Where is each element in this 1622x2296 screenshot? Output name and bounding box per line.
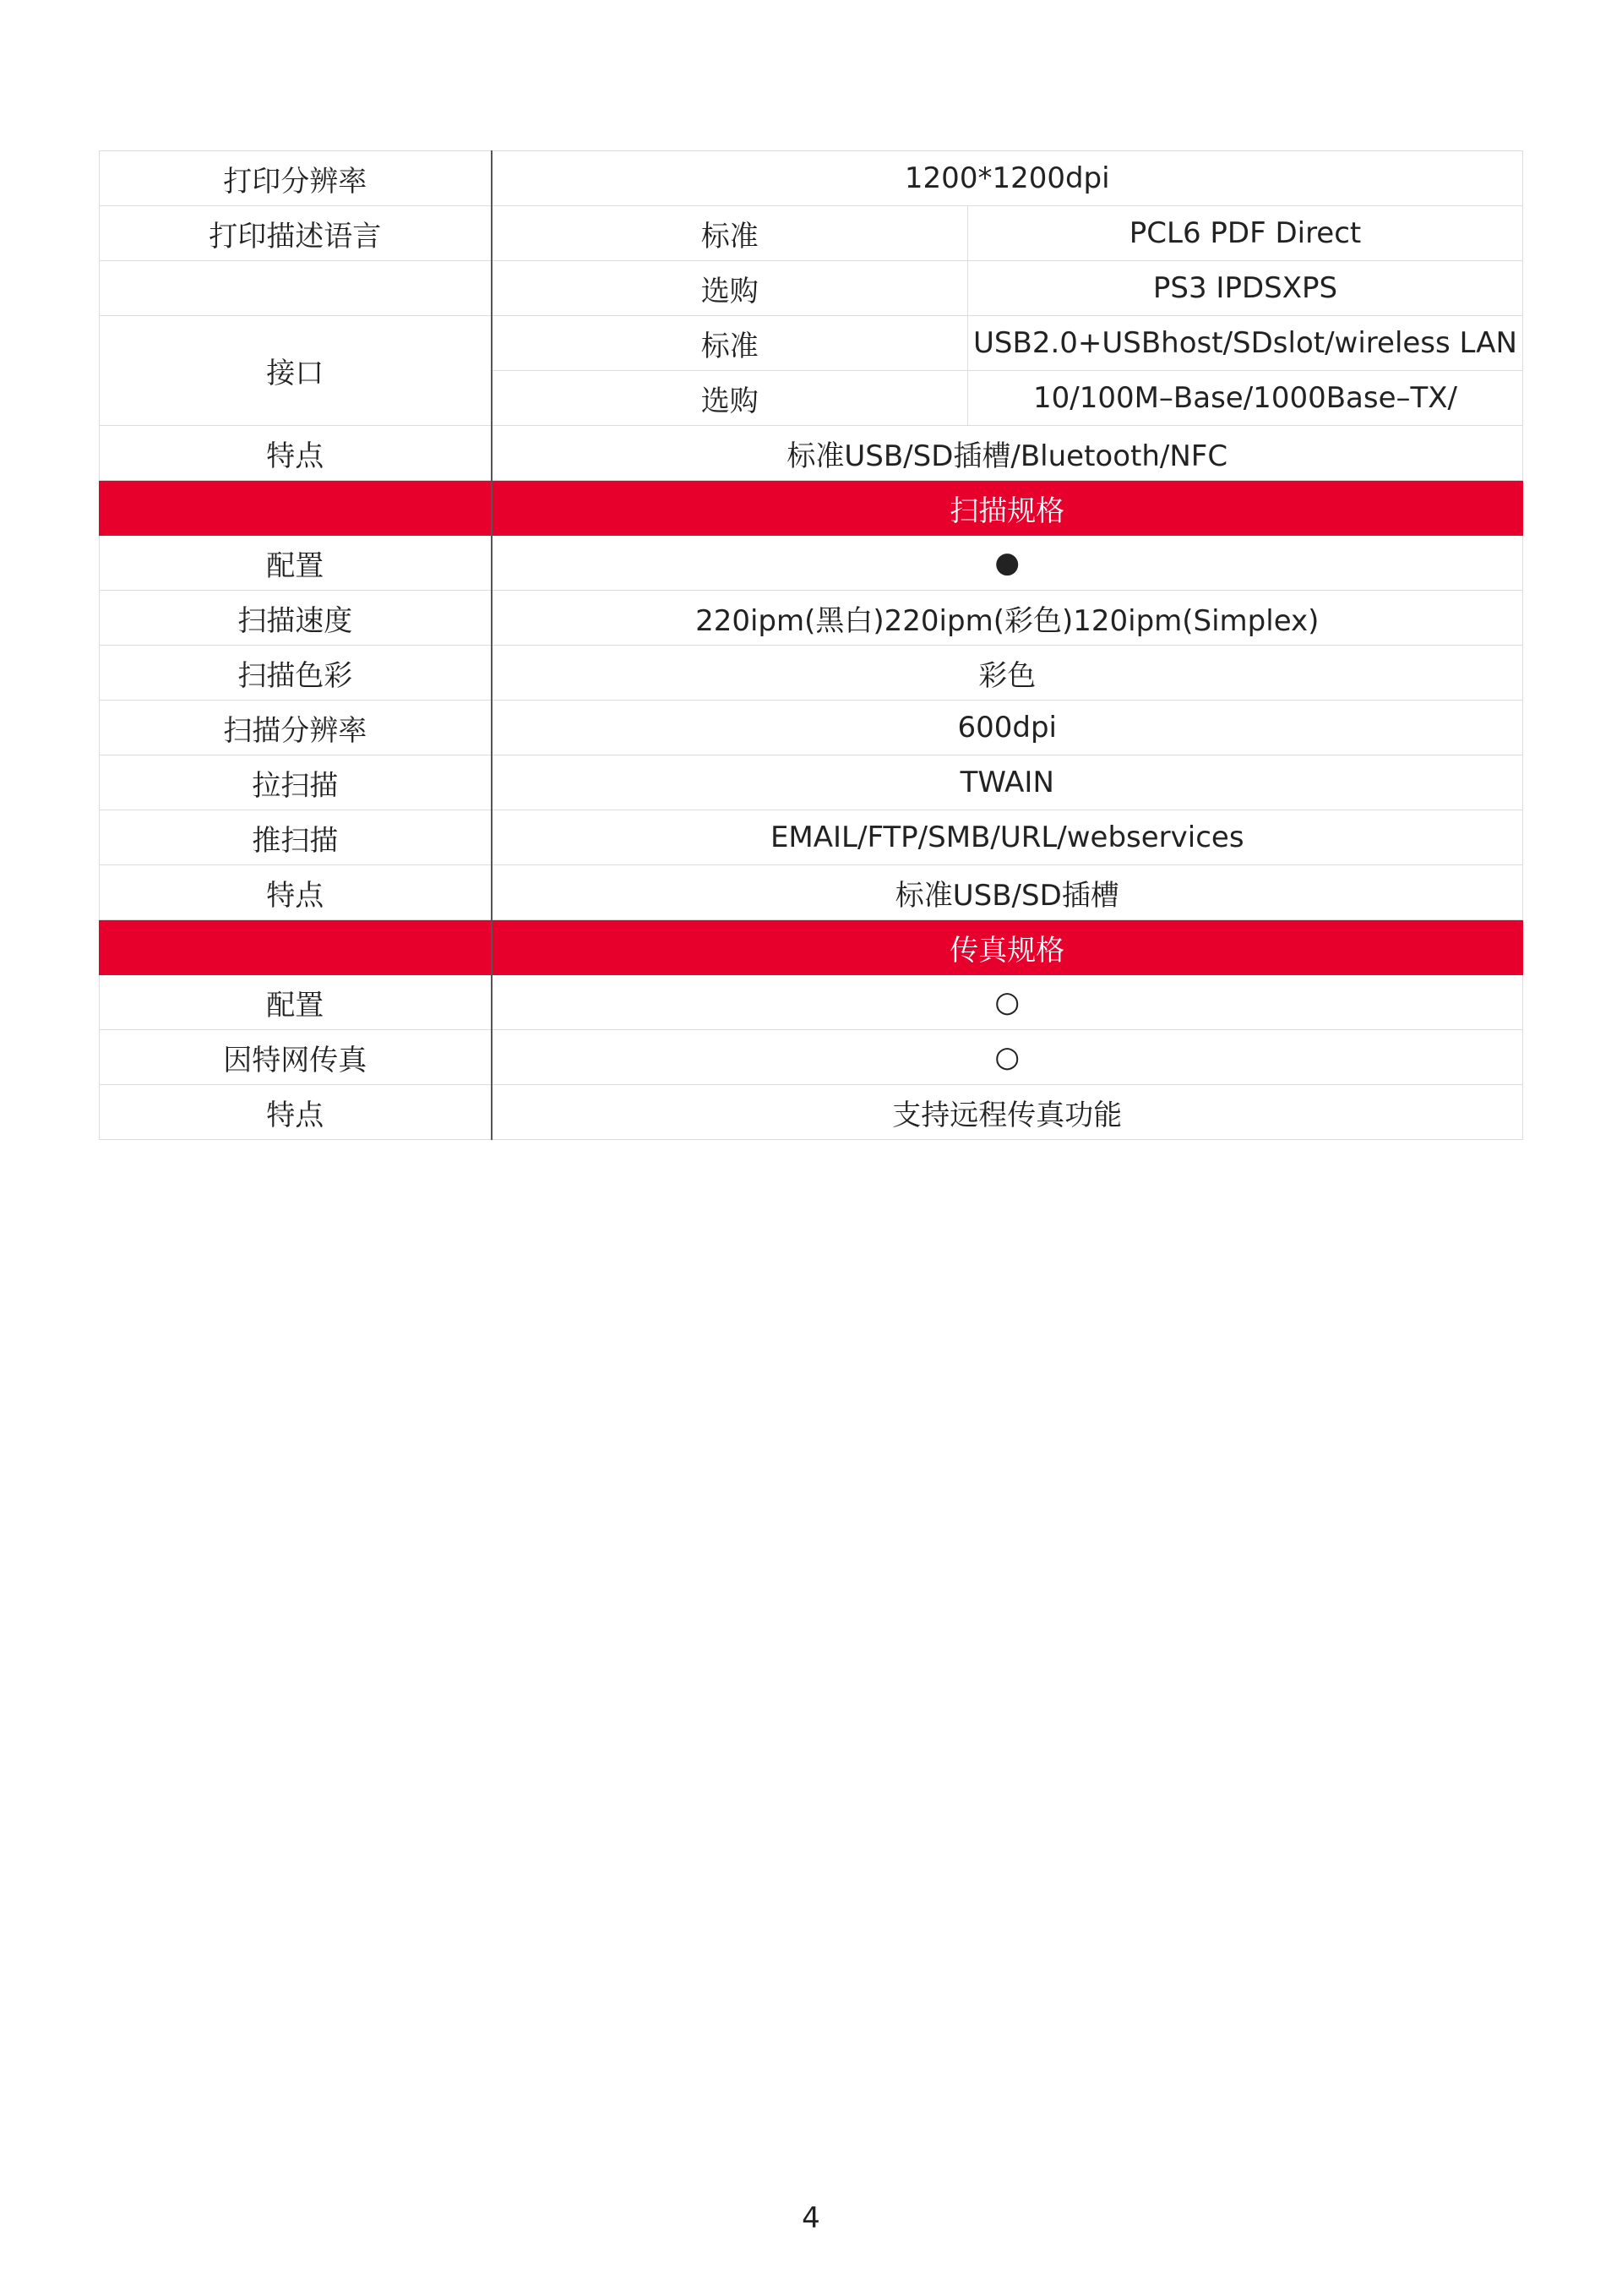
scan-section-title: 扫描规格 bbox=[492, 481, 1523, 536]
push-scan-value: EMAIL/FTP/SMB/URL/webservices bbox=[492, 810, 1523, 865]
table-row bbox=[100, 975, 1523, 1030]
table-row bbox=[100, 1030, 1523, 1085]
fax-feature-value: 支持远程传真功能 bbox=[492, 1085, 1523, 1140]
table-row bbox=[100, 151, 1523, 206]
section-header-fax bbox=[100, 920, 1523, 975]
interface-standard-value: USB2.0+USBhost/SDslot/wireless LAN bbox=[968, 316, 1523, 371]
scan-feature-value: 标准USB/SD插槽 bbox=[492, 865, 1523, 920]
pdl-standard-label: 标准 bbox=[492, 206, 968, 261]
table-row bbox=[100, 206, 1523, 261]
pdl-optional-value: PS3 IPDSXPS bbox=[968, 261, 1523, 316]
pdl-standard-value: PCL6 PDF Direct bbox=[968, 206, 1523, 261]
table-row bbox=[100, 536, 1523, 591]
hollow-circle-icon: ○ bbox=[492, 1030, 1523, 1085]
scan-speed-label: 扫描速度 bbox=[100, 591, 492, 646]
fax-feature-label: 特点 bbox=[100, 1085, 492, 1140]
interface-label: 接口 bbox=[100, 316, 492, 426]
table-row bbox=[100, 426, 1523, 481]
table-row bbox=[100, 1085, 1523, 1140]
interface-optional-label: 选购 bbox=[492, 371, 968, 426]
scan-speed-value: 220ipm(黑白)220ipm(彩色)120ipm(Simplex) bbox=[492, 591, 1523, 646]
hollow-circle-icon: ○ bbox=[492, 975, 1523, 1030]
print-resolution-label: 打印分辨率 bbox=[100, 151, 492, 206]
table-row bbox=[100, 591, 1523, 646]
pull-scan-label: 拉扫描 bbox=[100, 755, 492, 810]
table-row bbox=[100, 810, 1523, 865]
scan-resolution-label: 扫描分辨率 bbox=[100, 701, 492, 755]
pdl-label: 打印描述语言 bbox=[100, 206, 492, 261]
scan-resolution-value: 600dpi bbox=[492, 701, 1523, 755]
print-feature-label: 特点 bbox=[100, 426, 492, 481]
spec-table bbox=[99, 150, 1523, 1140]
table-row bbox=[100, 865, 1523, 920]
filled-circle-icon: ● bbox=[492, 536, 1523, 591]
table-row bbox=[100, 701, 1523, 755]
empty-cell bbox=[100, 261, 492, 316]
scan-config-label: 配置 bbox=[100, 536, 492, 591]
print-resolution-value: 1200*1200dpi bbox=[492, 151, 1523, 206]
push-scan-label: 推扫描 bbox=[100, 810, 492, 865]
scan-color-label: 扫描色彩 bbox=[100, 646, 492, 701]
print-feature-value: 标准USB/SD插槽/Bluetooth/NFC bbox=[492, 426, 1523, 481]
table-row bbox=[100, 646, 1523, 701]
internet-fax-label: 因特网传真 bbox=[100, 1030, 492, 1085]
scan-feature-label: 特点 bbox=[100, 865, 492, 920]
fax-section-title: 传真规格 bbox=[492, 920, 1523, 975]
pdl-optional-label: 选购 bbox=[492, 261, 968, 316]
empty-cell bbox=[100, 481, 492, 536]
scan-color-value: 彩色 bbox=[492, 646, 1523, 701]
table-row bbox=[100, 755, 1523, 810]
empty-cell bbox=[100, 920, 492, 975]
interface-standard-label: 标准 bbox=[492, 316, 968, 371]
pull-scan-value: TWAIN bbox=[492, 755, 1523, 810]
interface-optional-value: 10/100M–Base/1000Base–TX/ bbox=[968, 371, 1523, 426]
section-header-scan bbox=[100, 481, 1523, 536]
page-number: 4 bbox=[802, 2201, 820, 2235]
table-row bbox=[100, 316, 1523, 371]
table-row bbox=[100, 261, 1523, 316]
fax-config-label: 配置 bbox=[100, 975, 492, 1030]
